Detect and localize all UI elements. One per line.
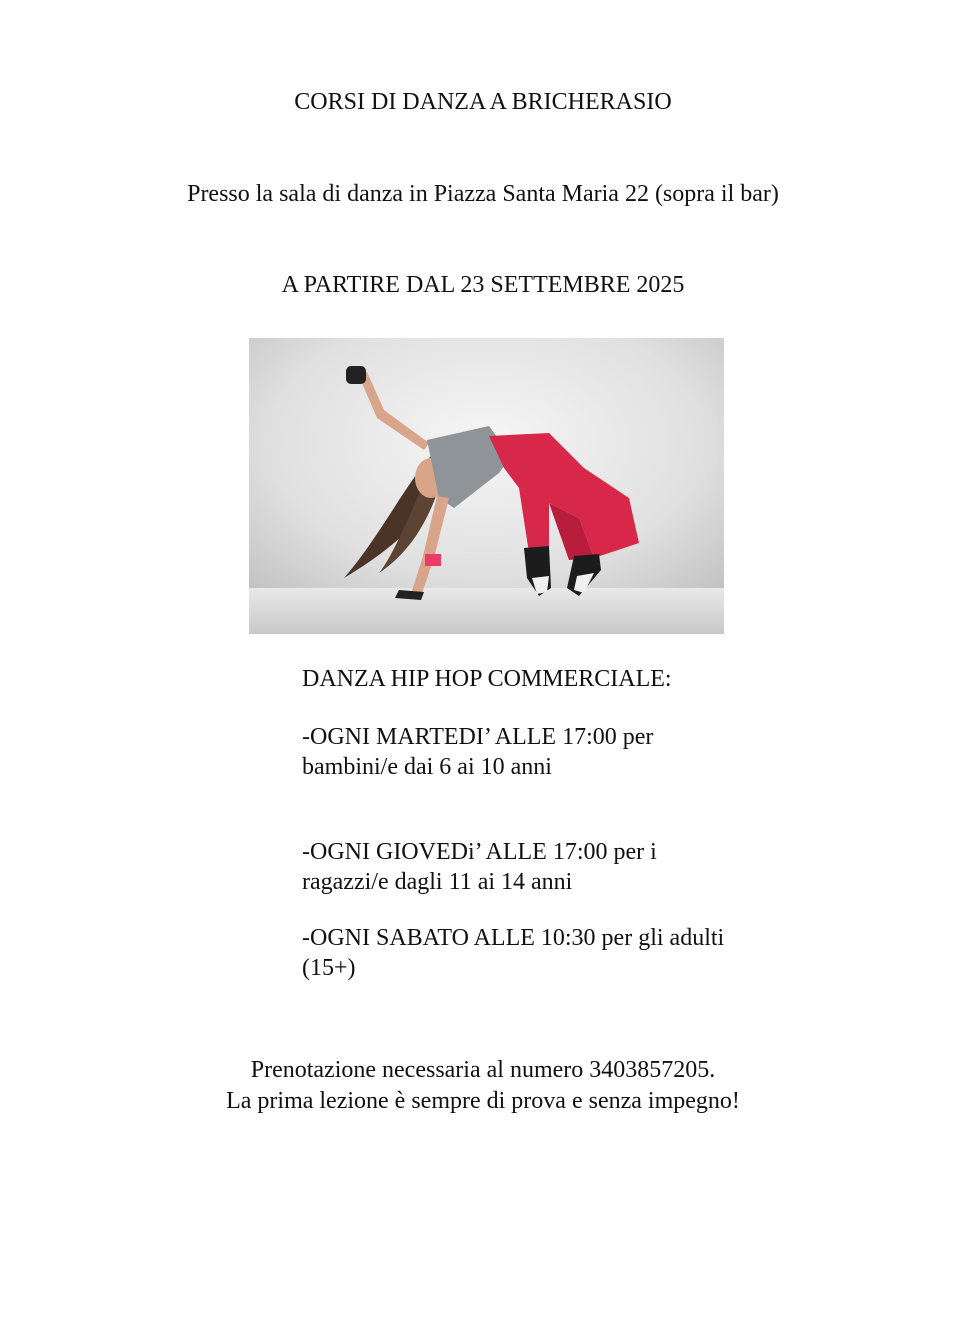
schedule-line: -OGNI GIOVEDi’ ALLE 17:00 per i <box>302 839 657 865</box>
hip-hop-dancer-photo <box>249 338 724 634</box>
booking-phone-line: Prenotazione necessaria al numero 3403857205. <box>250 1057 716 1083</box>
poster-title: CORSI DI DANZA A BRICHERASIO <box>294 89 672 115</box>
schedule-line: bambini/e dai 6 ai 10 anni <box>302 754 552 780</box>
trial-lesson-line: La prima lezione è sempre di prova e senza impegno! <box>226 1088 740 1114</box>
schedule-item <box>302 837 657 897</box>
schedule-line: -OGNI SABATO ALLE 10:30 per gli adulti <box>302 925 725 951</box>
course-title: DANZA HIP HOP COMMERCIALE: <box>302 666 672 692</box>
booking-info <box>0 1055 966 1117</box>
schedule-item <box>302 722 653 782</box>
schedule-line: ragazzi/e dagli 11 ai 14 anni <box>302 869 573 895</box>
venue-line: Presso la sala di danza in Piazza Santa Maria 22 (sopra il bar) <box>187 181 779 207</box>
schedule-item <box>302 923 724 983</box>
schedule-line: (15+) <box>302 955 356 981</box>
schedule-line: -OGNI MARTEDI’ ALLE 17:00 per <box>302 724 654 750</box>
start-date-line: A PARTIRE DAL 23 SETTEMBRE 2025 <box>281 272 685 298</box>
